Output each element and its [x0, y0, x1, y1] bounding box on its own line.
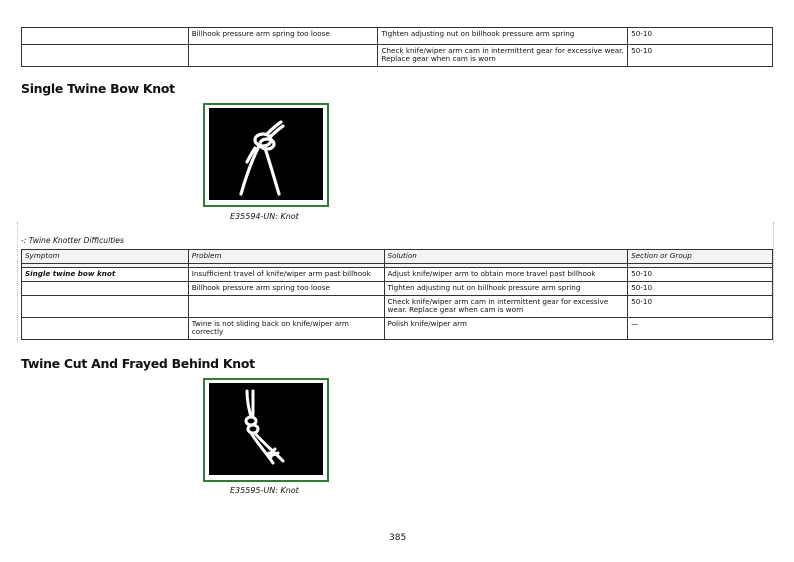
- top-troubleshooting-table: [21, 27, 773, 67]
- figure-caption: E35595-UN: Knot: [230, 486, 299, 495]
- section-cell: 50-10: [628, 282, 773, 296]
- column-header: Problem: [188, 250, 384, 264]
- table-row: [22, 318, 773, 340]
- symptom-cell: [22, 45, 189, 67]
- frayed-knot-illustration: [209, 383, 323, 475]
- knot-figure-bow: [203, 103, 329, 207]
- column-header: Section or Group: [628, 250, 773, 264]
- section-cell: 50-10: [628, 268, 773, 282]
- section-title-cut-frayed: Twine Cut And Frayed Behind Knot: [21, 356, 255, 371]
- symptom-cell: [22, 318, 189, 340]
- column-header: Symptom: [22, 250, 189, 264]
- problem-cell: [188, 296, 384, 318]
- column-header: Solution: [384, 250, 628, 264]
- table-header-row: [22, 250, 773, 264]
- table-row: [22, 268, 773, 282]
- symptom-cell: [22, 28, 189, 45]
- table-row: [22, 28, 773, 45]
- knot-figure-frayed: [203, 378, 329, 482]
- right-edge-ruler: [773, 222, 778, 342]
- symptom-cell: Single twine bow knot: [22, 268, 189, 282]
- problem-cell: Billhook pressure arm spring too loose: [188, 28, 378, 45]
- section-cell: 50-10: [628, 296, 773, 318]
- bow-knot-illustration: [209, 108, 323, 200]
- solution-cell: Check knife/wiper arm cam in intermittent gear for excessive wear. Replace gear when cam is worn: [378, 45, 628, 67]
- problem-cell: Billhook pressure arm spring too loose: [188, 282, 384, 296]
- section-cell: 50-10: [628, 28, 773, 45]
- problem-cell: [188, 45, 378, 67]
- section-cell: 50-10: [628, 45, 773, 67]
- solution-cell: Polish knife/wiper arm: [384, 318, 628, 340]
- solution-cell: Tighten adjusting nut on billhook pressure arm spring: [384, 282, 628, 296]
- table-row: [22, 282, 773, 296]
- table-caption: -: Twine Knotter Difficulties: [21, 236, 124, 245]
- twine-knotter-difficulties-table: [21, 249, 773, 340]
- solution-cell: Adjust knife/wiper arm to obtain more travel past billhook: [384, 268, 628, 282]
- problem-cell: Insufficient travel of knife/wiper arm past billhook: [188, 268, 384, 282]
- table-row: [22, 45, 773, 67]
- solution-cell: Check knife/wiper arm cam in intermittent gear for excessive wear. Replace gear when cam is worn: [384, 296, 628, 318]
- problem-cell: Twine is not sliding back on knife/wiper arm correctly: [188, 318, 384, 340]
- figure-caption: E35594-UN: Knot: [230, 212, 299, 221]
- page-number: 385: [389, 533, 407, 543]
- symptom-cell: [22, 296, 189, 318]
- symptom-cell: [22, 282, 189, 296]
- table-row: [22, 296, 773, 318]
- section-cell: —: [628, 318, 773, 340]
- section-title-bow-knot: Single Twine Bow Knot: [21, 81, 175, 96]
- solution-cell: Tighten adjusting nut on billhook pressure arm spring: [378, 28, 628, 45]
